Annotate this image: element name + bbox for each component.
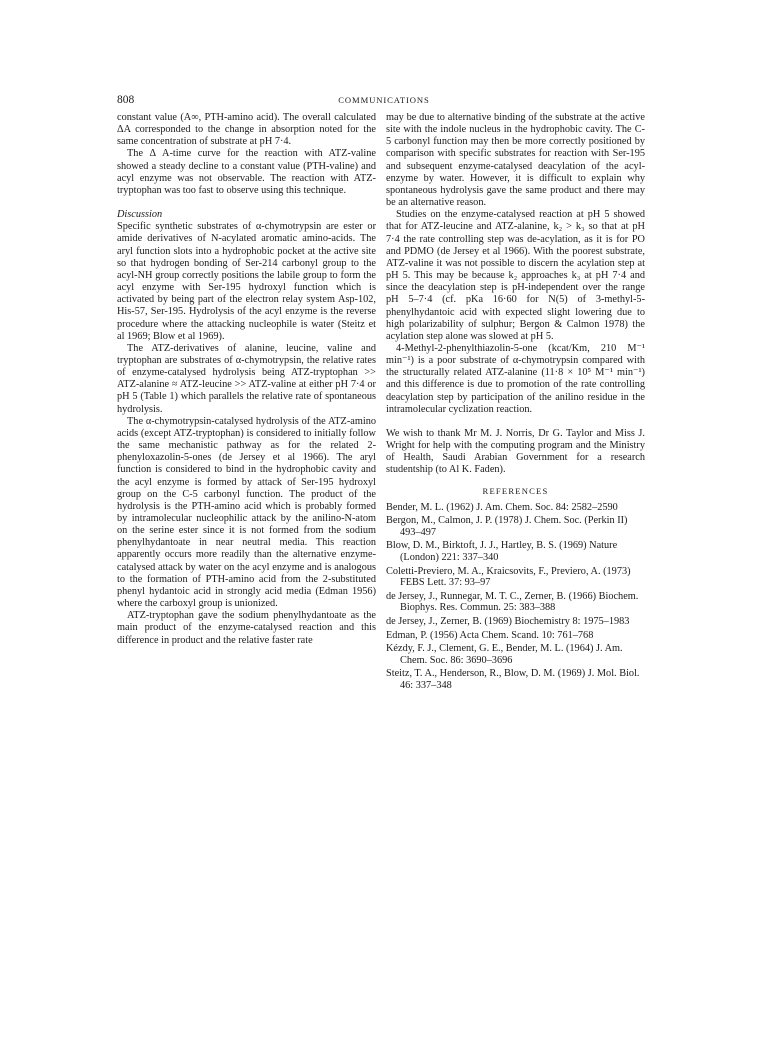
reference-item: de Jersey, J., Runnegar, M. T. C., Zerner, B. (1966) Biochem. Biophys. Res. Commun. 25: 383–388	[386, 590, 639, 614]
paragraph: The Δ A-time curve for the reaction with ATZ-valine showed a steady decline to a constant value (PTH-valine) and acyl enzyme was not observable. The reaction with ATZ-tryptophan was too fast to observe using this technique.	[117, 148, 376, 196]
references-title: REFERENCES	[482, 485, 549, 496]
paragraph: constant value (A∞, PTH-amino acid). The overall calculated ΔA corresponded to the change in absorption noted for the same concentration of substrate at pH 7·4.	[117, 112, 376, 148]
page-number: 808	[117, 94, 135, 106]
page-header	[0, 94, 768, 108]
paragraph: 4-Methyl-2-phenylthiazolin-5-one (kcat/Km, 210 M⁻¹ min⁻¹) is a poor substrate of α-chymotrypsin compared with the structurally related ATZ-alanine (11·8 × 10⁵ M⁻¹ min⁻¹) and this difference is due to promotion of the rate controlling deacylation step by participation of the anilino residue in the intramolecular cyclization reaction.	[386, 342, 645, 415]
paragraph: The ATZ-derivatives of alanine, leucine, valine and tryptophan are substrates of α-chymotrypsin, the relative rates of enzyme-catalysed hydrolysis being ATZ-tryptophan >> ATZ-alanine ≈ ATZ-leucine >> ATZ-valine at either pH 7·4 or pH 5 (Table 1) which parallels the relative rate of spontaneous hydrolysis.	[117, 342, 376, 415]
reference-list	[386, 502, 645, 692]
paragraph: ATZ-tryptophan gave the sodium phenylhydantoate as the main product of the enzyme-catalysed reaction and this difference in product and the relative faster rate	[117, 610, 376, 646]
paragraph: Studies on the enzyme-catalysed reaction at pH 5 showed that for ATZ-leucine and ATZ-alanine, k₂ > k₃ so that at pH 7·4 the rate controlling step was de-acylation, as it is for PO and PDMO (de Jersey et al 1966). With the poorest substrate, ATZ-valine it was not possible to discern the acylation step at pH 5. This may be because k₂ approaches k₃ at pH 7·4 and since the deacylation step is pH-independent over the range pH 5–7·4 (cf. pKa 16·60 for N(5) of 3-methyl-5-phenylhydantoic acid with expected slight lowering due to high polarizability of sulphur; Bergon & Calmon 1978) the acylation step alone was slowed at pH 5.	[386, 209, 645, 342]
reference-item: Edman, P. (1956) Acta Chem. Scand. 10: 761–768	[386, 629, 594, 641]
reference-item: Bergon, M., Calmon, J. P. (1978) J. Chem. Soc. (Perkin II) 493–497	[386, 515, 628, 538]
reference-item: Steitz, T. A., Henderson, R., Blow, D. M. (1969) J. Mol. Biol. 46: 337–348	[386, 668, 640, 691]
paragraph: Specific synthetic substrates of α-chymotrypsin are ester or amide derivatives of N-acylated aromatic amino-acids. The aryl function slots into a hydrophobic pocket at the active site so that hydrogen bonding of Ser-214 carbonyl group to the acyl-NH group correctly positions the labile group to form the acyl enzyme with Ser-195 hydroxyl function which is activated by being part of the electron relay system Asp-102, His-57, Ser-195. Hydrolysis of the acyl enzyme is the reverse procedure where the attacking nucleophile is water (Steitz et al 1969; Blow et al 1969).	[117, 221, 376, 342]
reference-item: de Jersey, J., Zerner, B. (1969) Biochemistry 8: 1975–1983	[386, 616, 630, 628]
reference-item: Kézdy, F. J., Clement, G. E., Bender, M. L. (1964) J. Am. Chem. Soc. 86: 3690–3696	[386, 643, 623, 666]
reference-item: Coletti-Previero, M. A., Kraicsovits, F., Previero, A. (1973) FEBS Lett. 37: 93–97	[386, 565, 631, 589]
reference-item: Bender, M. L. (1962) J. Am. Chem. Soc. 84: 2582–2590	[386, 501, 618, 513]
paragraph: may be due to alternative binding of the substrate at the active site with the indole nucleus in the hydrophobic cavity. The C-5 carbonyl function may then be more correctly positioned by comparison with specific substrates for reaction with Ser-195 and subsequent enzyme-catalysed deacylation of the acyl-enzyme by water. However, it is difficult to explain why spontaneous hydrolysis gave the same product and there may be an alternative reason.	[386, 112, 645, 209]
paragraph: The α-chymotrypsin-catalysed hydrolysis of the ATZ-amino acids (except ATZ-tryptophan) is considered to initially follow the same mechanistic pathway as for the related 2-phenyloxazolin-5-ones (de Jersey et al 1966). The aryl function is considered to bind in the hydrophobic cavity and the acyl enzyme is formed by attack of Ser-195 hydroxyl group on the C-5 carbonyl function. The product of the hydrolysis is the PTH-amino acid which is probably formed by intramolecular nucleophilic attack by the anilino-N-atom on the serine ester since it is not formed from the sodium phenylhydantoate in near neutral media. This reaction apparently occurs more readily than the alternative enzyme-catalysed attack by water on the acyl enzyme and is analogous to the formation of PTH-amino acid from the 2-substituted phenyl hydantoic acid in strongly acid media (Edman 1956) where the carboxyl group is unionized.	[117, 415, 376, 610]
section-heading-discussion: Discussion	[117, 209, 163, 221]
right-column	[386, 112, 645, 694]
reference-item: Blow, D. M., Birktoft, J. J., Hartley, B. S. (1969) Nature (London) 221: 337–340	[386, 540, 618, 564]
acknowledgement: We wish to thank Mr M. J. Norris, Dr G. Taylor and Miss J. Wright for help with the computing program and the Ministry of Health, Saudi Arabian Government for a research studentship (to Al K. Faden).	[386, 427, 645, 476]
left-column	[117, 112, 376, 647]
running-title: COMMUNICATIONS	[338, 95, 430, 105]
